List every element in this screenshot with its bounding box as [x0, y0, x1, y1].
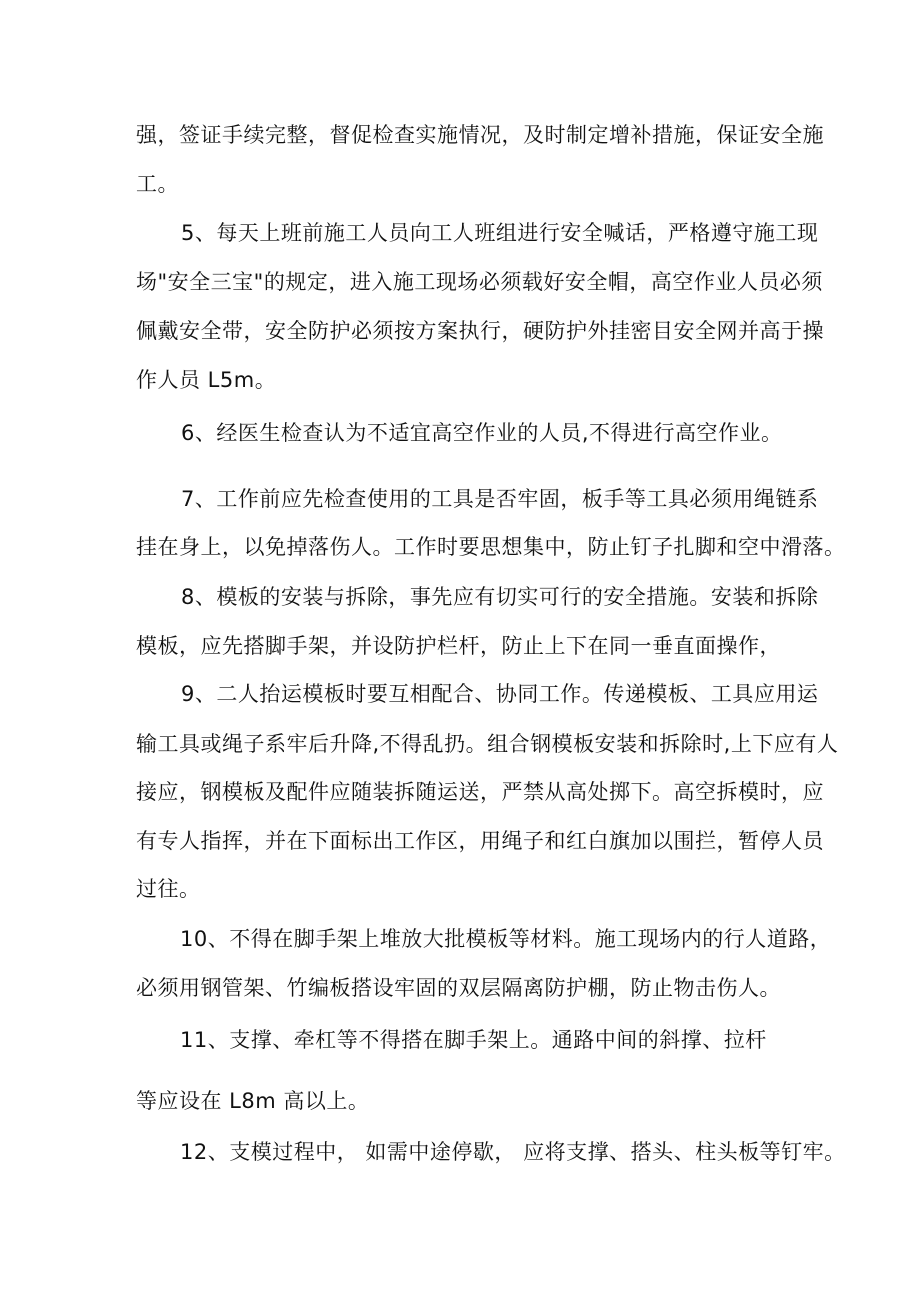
text-line: 等应设在 L8m 高以上。 [136, 1089, 370, 1113]
text-line: 过往。 [136, 877, 201, 901]
text-line: 7、工作前应先检查使用的工具是否牢固，板手等工具必须用绳链系 [181, 487, 819, 511]
text-line: 场"安全三宝"的规定，进入施工现场必须载好安全帽，高空作业人员必须 [136, 270, 823, 294]
text-line: 输工具或绳子系牢后升降,不得乱扔。组合钢模板安装和拆除时,上下应有人 [136, 732, 839, 756]
text-line: 强，签证手续完整，督促检查实施情况，及时制定增补措施，保证安全施 [136, 123, 824, 147]
text-line: 佩戴安全带，安全防护必须按方案执行，硬防护外挂密目安全网并高于操 [136, 319, 824, 343]
text-line: 5、每天上班前施工人员向工人班组进行安全喊话，严格遵守施工现 [181, 221, 819, 245]
text-line: 12、支模过程中， 如需中途停歇， 应将支撑、搭头、柱头板等钉牢。 [180, 1140, 846, 1164]
text-line: 挂在身上，以免掉落伤人。工作时要思想集中，防止钉子扎脚和空中滑落。 [136, 535, 846, 559]
text-line: 11、支撑、牵杠等不得搭在脚手架上。通路中间的斜撑、拉杆 [180, 1028, 767, 1052]
text-line: 6、经医生检查认为不适宜高空作业的人员,不得进行高空作业。 [181, 421, 783, 445]
text-line: 9、二人抬运模板时要互相配合、协同工作。传递模板、工具应用运 [181, 682, 819, 706]
text-line: 工。 [136, 172, 179, 196]
text-line: 作人员 L5m。 [136, 368, 277, 392]
text-line: 8、模板的安装与拆除，事先应有切实可行的安全措施。安装和拆除 [181, 585, 819, 609]
text-line: 模板，应先搭脚手架，并设防护栏杆，防止上下在同一垂直面操作， [136, 634, 781, 658]
text-line: 10、不得在脚手架上堆放大批模板等材料。施工现场内的行人道路， [180, 927, 832, 951]
text-line: 有专人指挥，并在下面标出工作区，用绳子和红白旗加以围拦，暂停人员 [136, 829, 824, 853]
text-line: 必须用钢管架、竹编板搭设牢固的双层隔离防护棚，防止物击伤人。 [136, 976, 781, 1000]
text-line: 接应，钢模板及配件应随装拆随运送，严禁从高处掷下。高空拆模时，应 [136, 780, 824, 804]
